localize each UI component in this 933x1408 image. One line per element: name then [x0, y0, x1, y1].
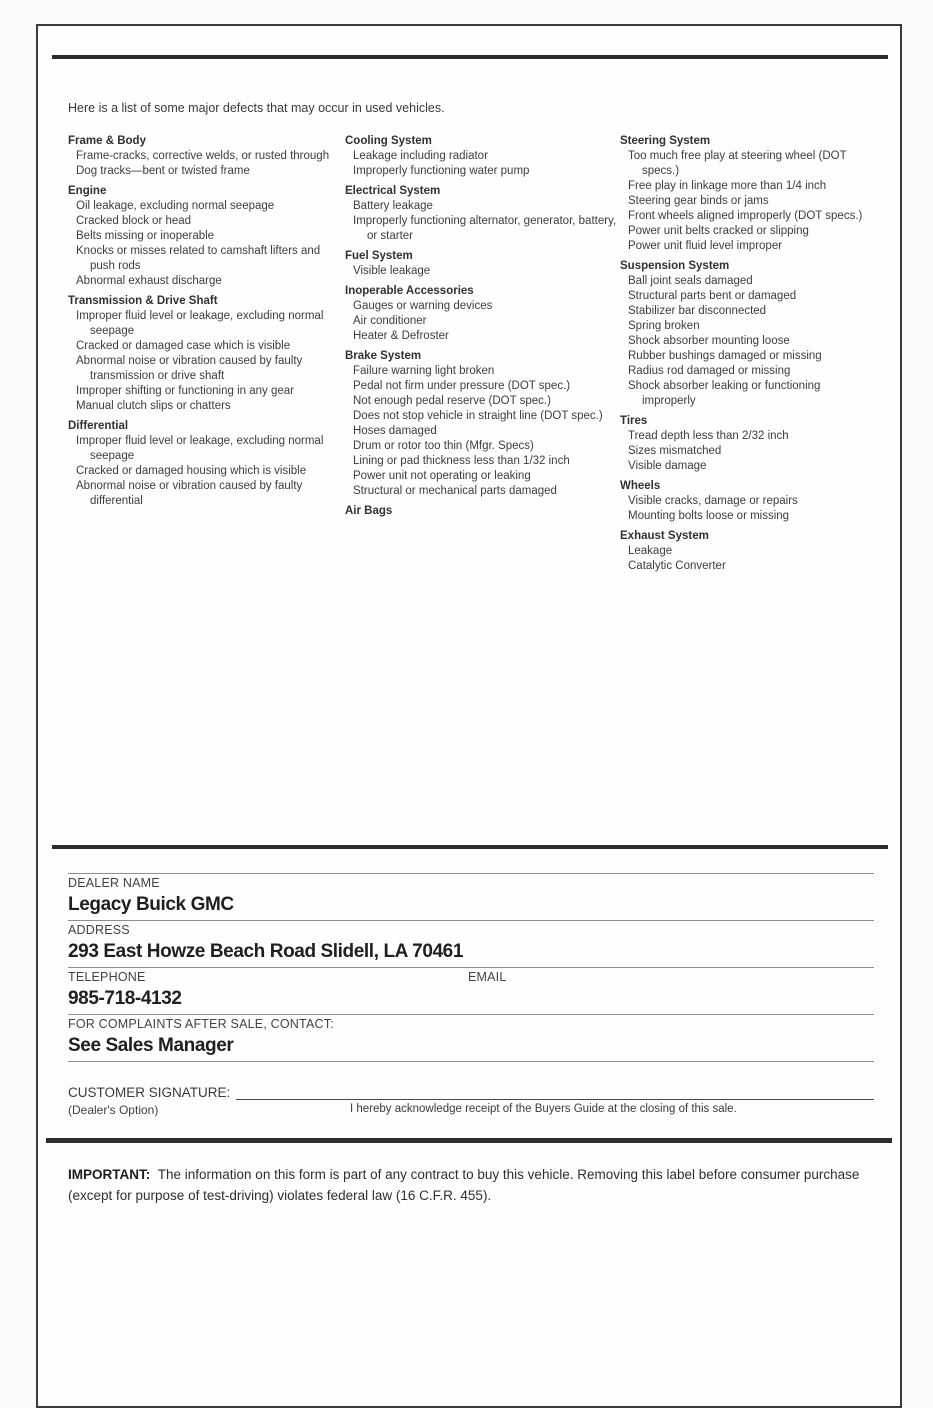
defect-item: Mounting bolts loose or missing — [628, 510, 790, 522]
defect-section — [620, 479, 892, 524]
defect-item: Radius rod damaged or missing — [628, 365, 791, 377]
defect-item: Structural or mechanical parts damaged — [353, 485, 557, 497]
customer-signature-label: CUSTOMER SIGNATURE: — [68, 1085, 231, 1100]
defect-item: Free play in linkage more than 1/4 inch — [628, 180, 827, 192]
signature-line — [236, 1084, 874, 1100]
defect-item: Spring broken — [628, 320, 700, 332]
defect-item: Hoses damaged — [353, 425, 437, 437]
defect-item: Visible damage — [628, 460, 707, 472]
signature-notes-row — [68, 1103, 874, 1117]
defect-section — [345, 134, 620, 179]
defect-item: Leakage including radiator — [353, 150, 488, 162]
defect-item: Air conditioner — [353, 315, 427, 327]
telephone-label: TELEPHONE — [68, 970, 146, 984]
complaints-contact-field — [68, 1014, 874, 1061]
acknowledgement-text: I hereby acknowledge receipt of the Buyers Guide at the closing of this sale. — [350, 1103, 737, 1115]
defect-item: Cracked block or head — [76, 215, 192, 227]
defect-item: Does not stop vehicle in straight line (DOT spec.) — [353, 410, 603, 422]
defect-section-title: Suspension System — [620, 260, 730, 272]
defect-section-title: Tires — [620, 415, 648, 427]
defect-section — [345, 284, 620, 344]
defect-item: Drum or rotor too thin (Mfgr. Specs) — [353, 440, 534, 452]
defect-section-title: Steering System — [620, 135, 711, 147]
defect-section — [620, 134, 892, 254]
defect-item: Stabilizer bar disconnected — [628, 305, 767, 317]
defect-section — [345, 249, 620, 279]
defect-section-title: Frame & Body — [68, 135, 146, 147]
defect-item: Catalytic Converter — [628, 560, 726, 572]
defect-item: Power unit fluid level improper — [628, 240, 783, 252]
defect-section-title: Air Bags — [345, 505, 393, 517]
defect-section-title: Differential — [68, 420, 129, 432]
defect-item: Manual clutch slips or chatters — [76, 400, 231, 412]
defect-item: Front wheels aligned improperly (DOT specs.) — [628, 210, 863, 222]
defect-item: Dog tracks—bent or twisted frame — [76, 165, 250, 177]
complaints-contact-label: FOR COMPLAINTS AFTER SALE, CONTACT: — [68, 1017, 334, 1031]
defect-section — [68, 134, 345, 179]
dealer-name-field — [68, 873, 874, 920]
bottom-divider-rule — [46, 1138, 892, 1143]
address-field — [68, 920, 874, 967]
defect-section-title: Electrical System — [345, 185, 441, 197]
defect-item: Ball joint seals damaged — [628, 275, 753, 287]
defect-section-title: Brake System — [345, 350, 422, 362]
defect-item: Cracked or damaged case which is visible — [76, 340, 291, 352]
defect-section-title: Cooling System — [345, 135, 432, 147]
defect-section — [68, 419, 345, 509]
defect-section — [68, 294, 345, 414]
defect-section — [620, 259, 892, 409]
defect-item: Improperly functioning water pump — [353, 165, 530, 177]
defect-section-title: Engine — [68, 185, 107, 197]
defect-item: Improper fluid level or leakage, excluding normal seepage — [76, 435, 324, 462]
dealer-info-form — [68, 873, 874, 1062]
email-label: EMAIL — [468, 970, 507, 984]
defect-item: Oil leakage, excluding normal seepage — [76, 200, 275, 212]
dealer-option-note: (Dealer's Option) — [68, 1103, 159, 1117]
form-bottom-line — [68, 1061, 874, 1062]
top-divider-rule — [52, 55, 888, 59]
defect-item: Leakage — [628, 545, 673, 557]
defect-item: Structural parts bent or damaged — [628, 290, 797, 302]
signature-section — [68, 1084, 874, 1117]
defects-column-3 — [620, 134, 892, 574]
defect-item: Shock absorber mounting loose — [628, 335, 790, 347]
dealer-name-label: DEALER NAME — [68, 876, 160, 890]
defects-list — [68, 134, 892, 574]
defect-section — [345, 184, 620, 244]
defect-item: Frame-cracks, corrective welds, or rusted through — [76, 150, 330, 162]
telephone-value: 985-718-4132 — [68, 988, 182, 1009]
defect-item: Abnormal noise or vibration caused by faulty differential — [76, 480, 303, 507]
defect-item: Battery leakage — [353, 200, 433, 212]
defect-section-title: Transmission & Drive Shaft — [68, 295, 218, 307]
defect-item: Sizes mismatched — [628, 445, 722, 457]
defects-column-1 — [68, 134, 345, 574]
defect-item: Rubber bushings damaged or missing — [628, 350, 822, 362]
defect-item: Failure warning light broken — [353, 365, 495, 377]
defect-item: Abnormal noise or vibration caused by faulty transmission or drive shaft — [76, 355, 303, 382]
defect-item: Improperly functioning alternator, generator, battery, or starter — [353, 215, 617, 242]
defect-section — [345, 504, 620, 519]
defect-section — [620, 414, 892, 474]
defect-section-title: Wheels — [620, 480, 661, 492]
defect-item: Knocks or misses related to camshaft lifters and push rods — [76, 245, 321, 272]
defect-item: Improper fluid level or leakage, excluding normal seepage — [76, 310, 324, 337]
mid-divider-rule — [52, 845, 888, 849]
important-notice — [68, 1164, 886, 1206]
defect-item: Not enough pedal reserve (DOT spec.) — [353, 395, 551, 407]
defect-item: Improper shifting or functioning in any gear — [76, 385, 294, 397]
defect-section-title: Exhaust System — [620, 530, 709, 542]
defect-item: Gauges or warning devices — [353, 300, 493, 312]
address-value: 293 East Howze Beach Road Slidell, LA 70461 — [68, 941, 463, 962]
complaints-contact-value: See Sales Manager — [68, 1035, 234, 1056]
signature-row — [68, 1084, 874, 1100]
intro-text: Here is a list of some major defects that may occur in used vehicles. — [68, 100, 445, 115]
defect-item: Heater & Defroster — [353, 330, 449, 342]
defect-item: Visible cracks, damage or repairs — [628, 495, 798, 507]
defect-item: Too much free play at steering wheel (DOT specs.) — [628, 150, 847, 177]
defect-section-title: Fuel System — [345, 250, 413, 262]
defect-item: Power unit belts cracked or slipping — [628, 225, 809, 237]
defect-item: Visible leakage — [353, 265, 431, 277]
defect-section — [68, 184, 345, 289]
defect-item: Pedal not firm under pressure (DOT spec.) — [353, 380, 571, 392]
address-label: ADDRESS — [68, 923, 130, 937]
defect-item: Cracked or damaged housing which is visible — [76, 465, 307, 477]
defect-item: Shock absorber leaking or functioning improperly — [628, 380, 821, 407]
telephone-email-label-row — [68, 969, 874, 986]
defect-item: Power unit not operating or leaking — [353, 470, 531, 482]
telephone-field — [68, 967, 874, 1014]
defect-item: Belts missing or inoperable — [76, 230, 215, 242]
defect-section — [620, 529, 892, 574]
dealer-name-value: Legacy Buick GMC — [68, 894, 234, 915]
defects-column-2 — [345, 134, 620, 574]
buyers-guide-back-page — [36, 24, 902, 1408]
defect-item: Tread depth less than 2/32 inch — [628, 430, 789, 442]
defect-section-title: Inoperable Accessories — [345, 285, 474, 297]
important-label: IMPORTANT: — [68, 1166, 151, 1182]
defect-section — [345, 349, 620, 499]
important-text: The information on this form is part of any contract to buy this vehicle. Removing this label before consumer purchase (except for purpose of test-driving) violates federal law (16 C.F.R. 455). — [68, 1166, 860, 1203]
defect-item: Lining or pad thickness less than 1/32 inch — [353, 455, 570, 467]
defect-item: Abnormal exhaust discharge — [76, 275, 222, 287]
defect-item: Steering gear binds or jams — [628, 195, 769, 207]
